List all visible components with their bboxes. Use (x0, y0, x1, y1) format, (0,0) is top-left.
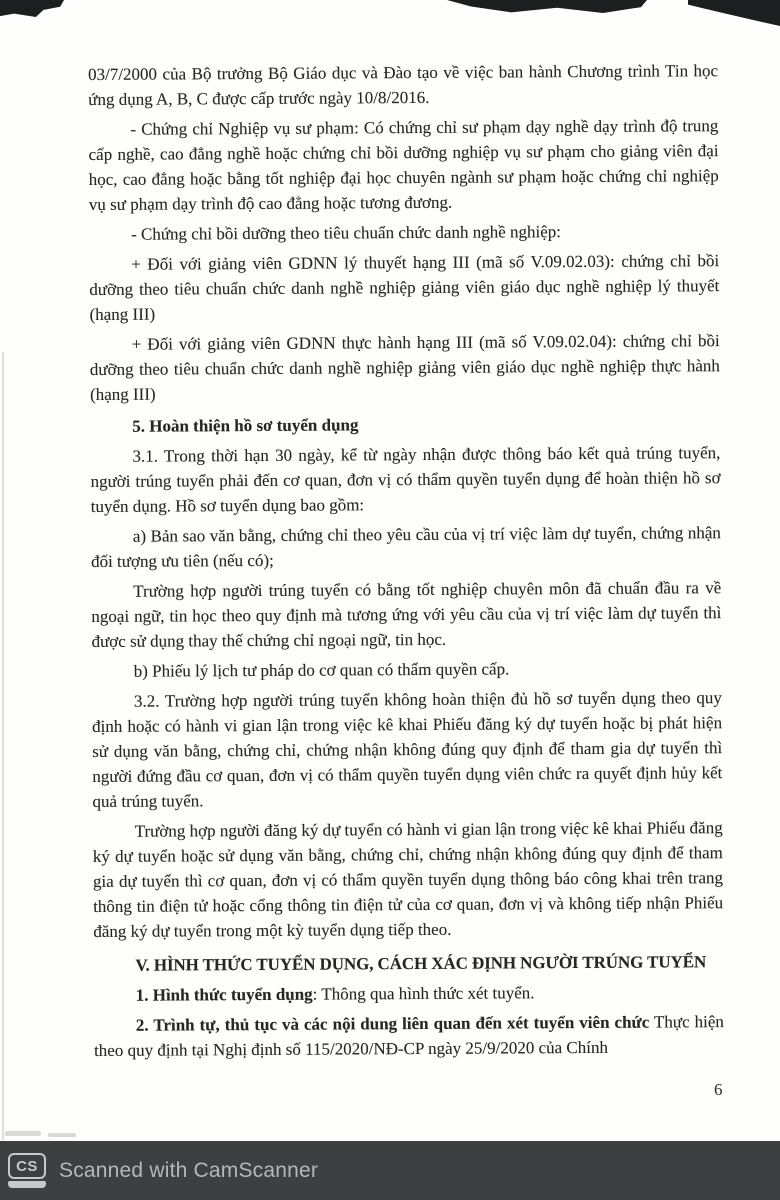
paragraph: + Đối với giảng viên GDNN lý thuyết hạng III (mã số V.09.02.03): chứng chỉ bồi dưỡng theo tiêu chuẩn chức danh nghề nghiệp giảng viên giáo dục nghề nghiệp lý thuyết (hạng III) (89, 251, 720, 324)
paragraph (94, 1009, 724, 1063)
paragraph (94, 979, 724, 1008)
scan-artifact-top-right (688, 0, 780, 26)
document-body (88, 58, 724, 1068)
paragraph: Trường hợp người đăng ký dự tuyển có hành vi gian lận trong việc kê khai Phiếu đăng ký dự tuyển hoặc sử dụng văn bằng, chứng chỉ, chứng nhận không đúng quy định để tham gia dự tuyển thì cơ quan, đơn vị có thẩm quyền tuyển dụng thông báo công khai trên trang thông tin điện tử hoặc cổng thông tin điện tử của cơ quan, đơn vị và không tiếp nhận Phiếu đăng ký dự tuyển trong một kỳ tuyển dụng tiếp theo. (92, 818, 724, 941)
paragraph: - Chứng chỉ bồi dưỡng theo tiêu chuẩn chức danh nghề nghiệp: (130, 222, 562, 244)
paragraph: a) Bản sao văn bằng, chứng chỉ theo yêu cầu của vị trí việc làm dự tuyển, chứng nhận đối tượng ưu tiên (nếu có); (90, 523, 721, 571)
paragraph-text: Thực hiện theo quy định tại Nghị định số 115/2020/NĐ-CP ngày 25/9/2020 của Chính (93, 1012, 724, 1060)
section-heading: V. HÌNH THỨC TUYỂN DỤNG, CÁCH XÁC ĐỊNH NGƯỜI TRÚNG TUYỂN (135, 952, 707, 975)
scan-artifact-dash (48, 1133, 76, 1137)
paragraph: Trường hợp người trúng tuyển có bằng tốt nghiệp chuyên môn đã chuẩn đầu ra về ngoại ngữ, tin học theo quy định mà tương ứng với yêu cầu của vị trí việc làm dự tuyển thì được sử dụng thay thế chứng chỉ ngoại ngữ, tin học. (91, 578, 722, 651)
camscanner-logo-base (8, 1181, 46, 1188)
section-heading: 5. Hoàn thiện hồ sơ tuyển dụng (132, 415, 359, 436)
paragraph: b) Phiếu lý lịch tư pháp do cơ quan có thẩm quyền cấp. (133, 659, 510, 681)
camscanner-logo-icon (8, 1153, 46, 1188)
paragraph-bold-lead: 1. Hình thức tuyển dụng (135, 984, 313, 1005)
scan-artifact-top-left (0, 0, 64, 17)
paragraph-bold-lead: 2. Trình tự, thủ tục và các nội dung liên quan đến xét tuyển viên chức (135, 1012, 650, 1035)
page-number: 6 (714, 1080, 723, 1099)
scan-artifact-top-center (447, 0, 647, 13)
paragraph-text: : Thông qua hình thức xét tuyển. (312, 983, 535, 1004)
scan-edge-line (2, 352, 4, 1140)
scan-artifact-dash (5, 1131, 41, 1136)
paragraph: 3.2. Trường hợp người trúng tuyển không hoàn thiện đủ hồ sơ tuyển dụng theo quy định hoặc có hành vi gian lận trong việc kê khai Phiếu đăng ký dự tuyển hoặc bị phát hiện sử dụng văn bằng, chứng chỉ, chứng nhận không đúng quy định để tham gia dự tuyển thì người đứng đầu cơ quan, đơn vị có thẩm quyền tuyển dụng viên chức ra quyết định hủy kết quả trúng tuyển. (92, 688, 723, 811)
paragraph: 3.1. Trong thời hạn 30 ngày, kể từ ngày nhận được thông báo kết quả trúng tuyển, người trúng tuyển phải đến cơ quan, đơn vị có thẩm quyền tuyển dụng để hoàn thiện hồ sơ tuyển dụng. Hồ sơ tuyển dụng bao gồm: (90, 443, 721, 516)
paragraph: - Chứng chỉ Nghiệp vụ sư phạm: Có chứng chỉ sư phạm dạy nghề dạy trình độ trung cấp nghề, cao đẳng nghề hoặc chứng chỉ bồi dưỡng nghiệp vụ sư phạm cho giảng viên đại học, cao đẳng hoặc bằng tốt nghiệp đại học chuyên ngành sư phạm hoặc chứng chỉ nghiệp vụ sư phạm dạy trình độ cao đẳng hoặc tương đương. (88, 116, 719, 214)
camscanner-bar (0, 1141, 780, 1200)
paragraph: 03/7/2000 của Bộ trưởng Bộ Giáo dục và Đào tạo về việc ban hành Chương trình Tin học ứng dụng A, B, C được cấp trước ngày 10/8/2016. (88, 61, 719, 109)
paragraph: + Đối với giảng viên GDNN thực hành hạng III (mã số V.09.02.04): chứng chỉ bồi dưỡng theo tiêu chuẩn chức danh nghề nghiệp giảng viên giáo dục nghề nghiệp thực hành (hạng III) (89, 331, 720, 404)
camscanner-logo-cs: CS (8, 1153, 46, 1179)
camscanner-label: Scanned with CamScanner (59, 1158, 319, 1182)
